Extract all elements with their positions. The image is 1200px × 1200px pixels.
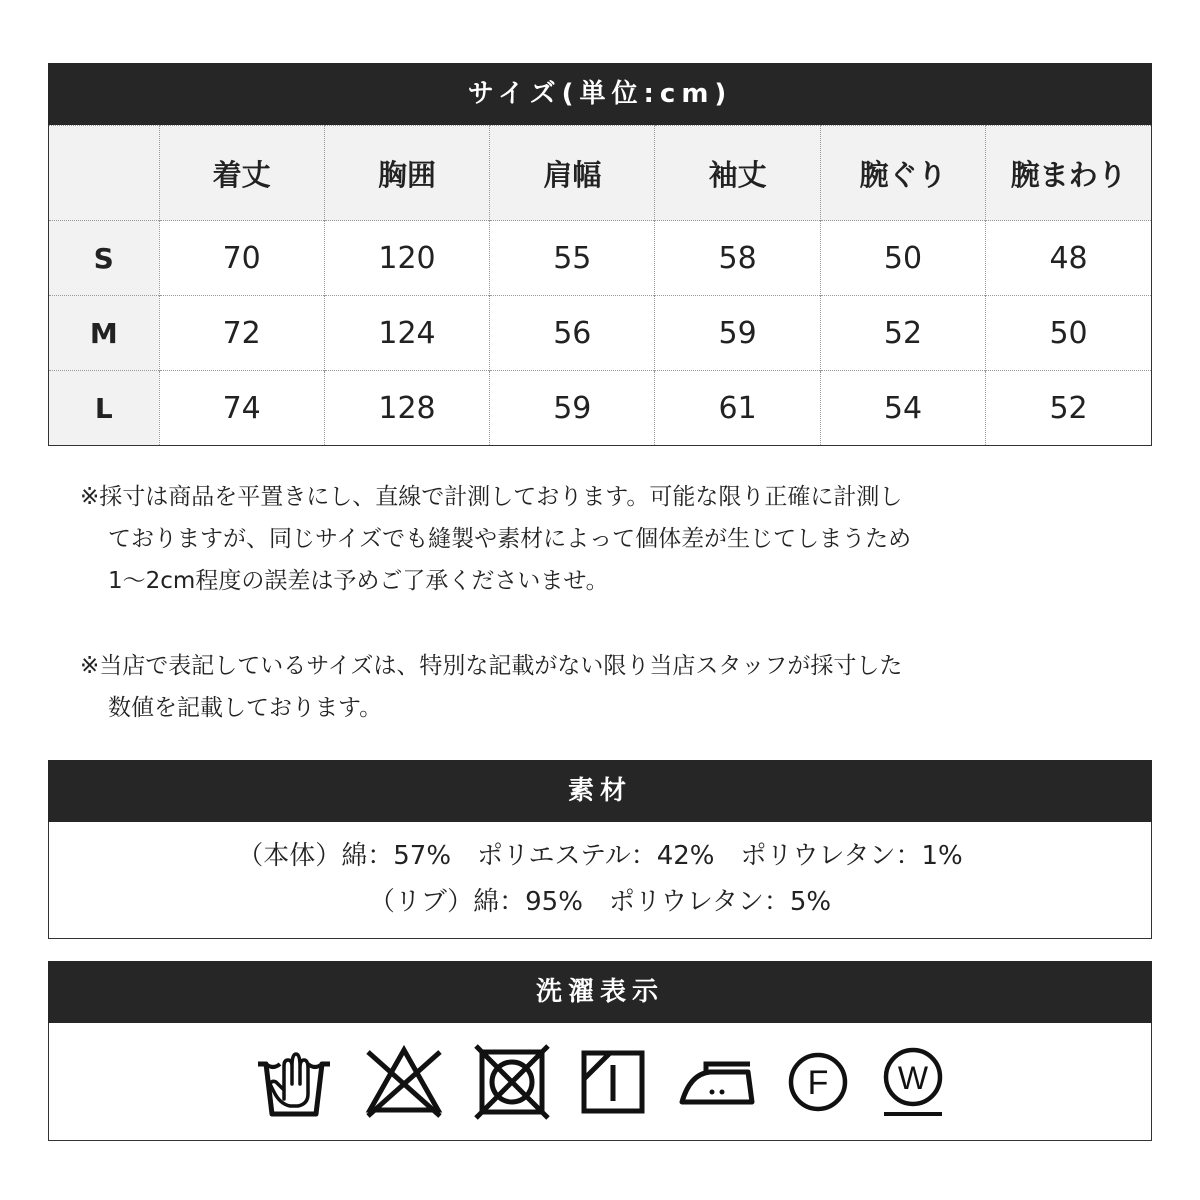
note-line: 数値を記載しております。 xyxy=(108,695,383,721)
material-section xyxy=(48,760,1152,939)
note-line: ※採寸は商品を平置きにし、直線で計測しております。可能な限り正確に計測し xyxy=(80,484,903,510)
column-header-sleeve: 袖丈 xyxy=(655,126,820,221)
table-cell: 55 xyxy=(490,221,655,296)
table-row xyxy=(49,221,1151,296)
table-cell: 58 xyxy=(655,221,820,296)
table-cell: 72 xyxy=(159,296,324,371)
row-header-size: M xyxy=(49,296,159,371)
no-bleach-icon xyxy=(364,1044,444,1120)
table-cell: 48 xyxy=(986,221,1151,296)
table-cell: 61 xyxy=(655,371,820,446)
note-line: ておりますが、同じサイズでも縫製や素材によって個体差が生じてしまうため xyxy=(108,526,912,552)
table-cell: 52 xyxy=(986,371,1151,446)
note-measurement xyxy=(80,476,1080,602)
care-symbols xyxy=(49,1023,1151,1140)
care-section xyxy=(48,961,1152,1141)
column-header-shoulder: 肩幅 xyxy=(490,126,655,221)
table-cell: 52 xyxy=(820,296,985,371)
size-table-section xyxy=(48,63,1152,446)
material-line-rib: （リブ）綿：95% ポリウレタン：5% xyxy=(368,887,832,917)
line-dry-shade-icon xyxy=(580,1049,646,1115)
note-line: 1～2cm程度の誤差は予めご了承くださいませ。 xyxy=(108,568,609,594)
table-cell: 124 xyxy=(324,296,489,371)
row-header-size: S xyxy=(49,221,159,296)
size-table xyxy=(49,125,1151,445)
row-header-size: L xyxy=(49,371,159,446)
wet-clean-letter: W xyxy=(897,1059,929,1096)
material-line-body: （本体）綿：57% ポリエステル：42% ポリウレタン：1% xyxy=(237,841,963,871)
table-cell: 50 xyxy=(820,221,985,296)
table-cell: 120 xyxy=(324,221,489,296)
note-line: ※当店で表記しているサイズは、特別な記載がない限り当店スタッフが採寸した xyxy=(80,653,903,679)
material-title: 素材 xyxy=(48,760,1152,822)
low-iron-icon xyxy=(676,1052,756,1112)
dry-clean-f-icon xyxy=(786,1050,850,1114)
measurement-notes xyxy=(80,476,1080,772)
hand-wash-icon xyxy=(254,1044,334,1120)
no-tumble-dry-icon xyxy=(474,1044,550,1120)
table-cell: 70 xyxy=(159,221,324,296)
column-header-chest: 胸囲 xyxy=(324,126,489,221)
table-cell: 128 xyxy=(324,371,489,446)
table-cell: 59 xyxy=(655,296,820,371)
column-header-armhole: 腕ぐり xyxy=(820,126,985,221)
size-table-header-row xyxy=(49,126,1151,221)
wet-clean-w-icon xyxy=(880,1046,946,1118)
table-cell: 59 xyxy=(490,371,655,446)
table-cell: 50 xyxy=(986,296,1151,371)
note-store-size xyxy=(80,645,1080,729)
table-cell: 56 xyxy=(490,296,655,371)
column-header-arm-circumference: 腕まわり xyxy=(986,126,1151,221)
table-row xyxy=(49,371,1151,446)
material-body xyxy=(49,822,1151,938)
size-table-title: サイズ(単位:cm) xyxy=(48,63,1152,125)
dry-clean-letter: F xyxy=(807,1063,829,1102)
care-title: 洗濯表示 xyxy=(48,961,1152,1023)
table-cell: 54 xyxy=(820,371,985,446)
size-table-corner-cell xyxy=(49,126,159,221)
table-row xyxy=(49,296,1151,371)
column-header-length: 着丈 xyxy=(159,126,324,221)
table-cell: 74 xyxy=(159,371,324,446)
